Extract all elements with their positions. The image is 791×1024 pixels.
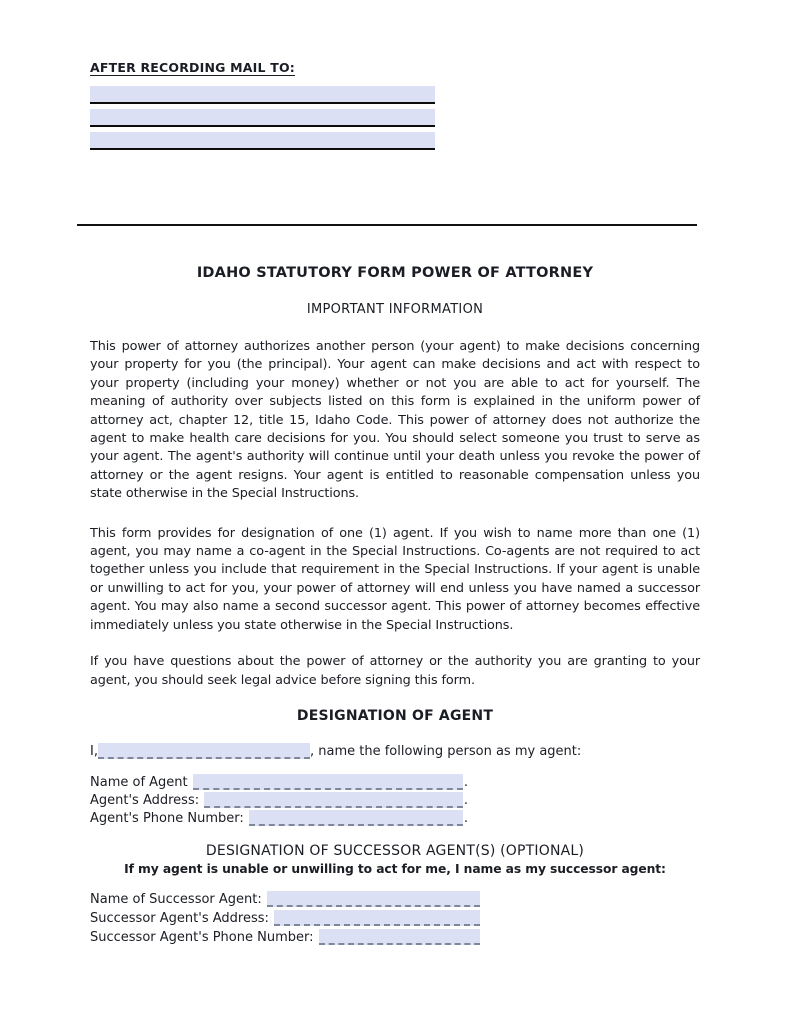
principal-suffix: , name the following person as my agent: (309, 743, 582, 759)
agent-name-label: Name of Agent (90, 774, 188, 790)
designation-of-successor-heading: DESIGNATION OF SUCCESSOR AGENT(S) (OPTIONAL) (205, 842, 585, 859)
agent-address-label: Agent's Address: (90, 792, 200, 808)
principal-prefix: I, (90, 743, 98, 759)
agent-name-input[interactable] (193, 774, 463, 790)
mail-to-line-3[interactable] (90, 132, 435, 150)
successor-subheading: If my agent is unable or unwilling to act for me, I name as my successor agent: (124, 861, 666, 876)
agent-address-input[interactable] (204, 792, 463, 808)
agent-address-row (90, 792, 468, 808)
successor-name-row (90, 891, 480, 907)
agent-name-suffix: . (463, 774, 468, 790)
principal-name-input[interactable] (98, 743, 310, 759)
mail-to-blank-lines (90, 86, 435, 150)
successor-phone-label: Successor Agent's Phone Number: (90, 929, 314, 945)
agent-name-row (90, 774, 468, 790)
paragraph-agent-designation-info: This form provides for designation of one (1) agent. If you wish to name more than one (1) agent, you may name a co-agent in the Special Instructions. Co-agents are not required to act together unless you include that requirement in the Special Instructions. If your agent is unable or unwilling to act for you, your power of attorney will end unless you have named a successor agent. You may also name a second successor agent. This power of attorney becomes effective immediately unless you state otherwise in the Special Instructions. (90, 525, 700, 633)
document-content (90, 60, 700, 948)
agent-phone-label: Agent's Phone Number: (90, 810, 244, 826)
designation-of-agent-heading: DESIGNATION OF AGENT (296, 707, 494, 724)
important-information-heading: IMPORTANT INFORMATION (306, 302, 484, 317)
horizontal-divider (77, 224, 697, 226)
successor-name-input[interactable] (267, 891, 480, 907)
agent-fields (90, 774, 700, 826)
mail-to-line-2[interactable] (90, 109, 435, 127)
mail-to-heading: AFTER RECORDING MAIL TO: (90, 60, 295, 75)
successor-address-row (90, 910, 480, 926)
agent-phone-row (90, 810, 468, 826)
principal-declaration-line (90, 743, 700, 759)
agent-phone-suffix: . (463, 810, 468, 826)
successor-address-input[interactable] (274, 910, 480, 926)
successor-name-label: Name of Successor Agent: (90, 891, 262, 907)
successor-phone-input[interactable] (319, 929, 481, 945)
paragraph-legal-advice: If you have questions about the power of attorney or the authority you are granting to your agent, you should seek legal advice before signing this form. (90, 654, 700, 688)
agent-phone-input[interactable] (249, 810, 463, 826)
agent-address-suffix: . (463, 792, 468, 808)
successor-fields (90, 891, 700, 945)
successor-address-label: Successor Agent's Address: (90, 910, 269, 926)
mail-to-line-1[interactable] (90, 86, 435, 104)
paragraph-authority-info: This power of attorney authorizes another person (your agent) to make decisions concerning your property for you (the principal). Your agent can make decisions and act with respect to your property (including your money) whether or not you are able to act for yourself. The meaning of authority over subjects listed on this form is explained in the uniform power of attorney act, chapter 12, title 15, Idaho Code. This power of attorney does not authorize the agent to make health care decisions for you. You should select someone you trust to serve as your agent. The agent's authority will continue until your death unless you revoke the power of attorney or the agent resigns. Your agent is entitled to reasonable compensation unless you state otherwise in the Special Instructions. (90, 339, 700, 502)
document-title: IDAHO STATUTORY FORM POWER OF ATTORNEY (196, 265, 594, 281)
successor-phone-row (90, 929, 480, 945)
